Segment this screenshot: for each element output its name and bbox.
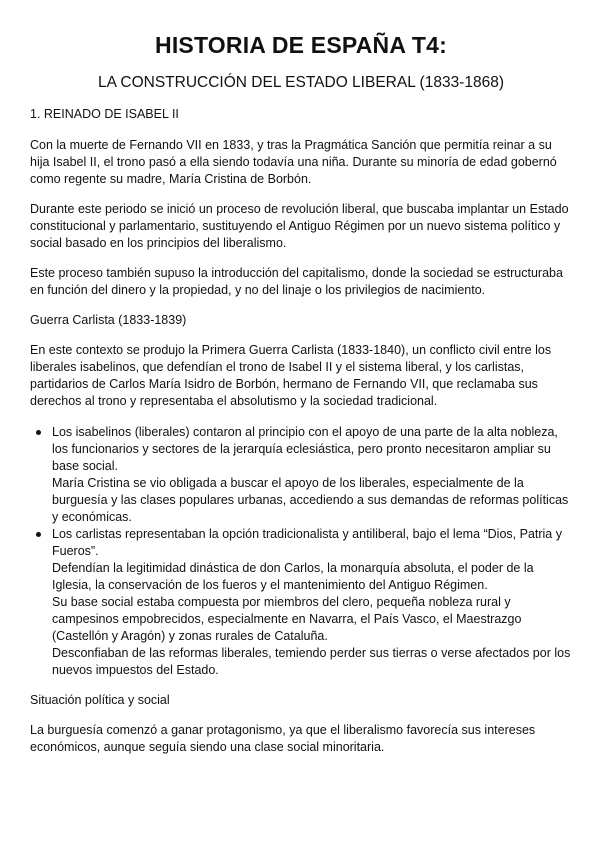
bullet-icon: [36, 532, 41, 537]
document-page: [30, 28, 572, 756]
social-paragraph: La burguesía comenzó a ganar protagonismo, ya que el liberalismo favorecía sus intereses económicos, aunque seguía siendo una clase social minoritaria.: [30, 723, 536, 754]
section-heading-situacion: Situación política y social: [30, 693, 170, 707]
list-item-text: Los isabelinos (liberales) contaron al principio con el apoyo de una parte de la alta nobleza, los funcionarios y sectores de la jerarquía eclesiástica, pero pronto necesitaron ampliar su base social.: [52, 425, 558, 473]
section-heading-reinado: 1. REINADO DE ISABEL II: [30, 107, 179, 121]
document-title: HISTORIA DE ESPAÑA T4:: [155, 32, 447, 58]
intro-paragraph: Este proceso también supuso la introducción del capitalismo, donde la sociedad se estructuraba en función del dinero y la propiedad, y no del linaje o los privilegios de nacimiento.: [30, 266, 563, 297]
bullet-list: [30, 424, 572, 679]
list-item-text: Defendían la legitimidad dinástica de don Carlos, la monarquía absoluta, el poder de la Iglesia, la conservación de los fueros y el mantenimiento del Antiguo Régimen.: [52, 561, 534, 592]
section-heading-guerra-carlista: Guerra Carlista (1833-1839): [30, 313, 187, 327]
bullet-icon: [36, 430, 41, 435]
intro-paragraph: Con la muerte de Fernando VII en 1833, y tras la Pragmática Sanción que permitía reinar a su hija Isabel II, el trono pasó a ella siendo todavía una niña. Durante su minoría de edad gobernó como regente su madre, María Cristina de Borbón.: [30, 138, 557, 186]
intro-paragraph: Durante este periodo se inició un proceso de revolución liberal, que buscaba implantar un Estado constitucional y parlamentario, sustituyendo el Antiguo Régimen por un nuevo sistema político y social basado en los principios del liberalismo.: [30, 202, 569, 250]
list-item-text: María Cristina se vio obligada a buscar el apoyo de los liberales, especialmente de la burguesía y las clases populares urbanas, accediendo a sus demandas de reformas políticas y económicas.: [52, 476, 569, 524]
carlist-paragraph: En este contexto se produjo la Primera Guerra Carlista (1833-1840), un conflicto civil entre los liberales isabelinos, que defendían el trono de Isabel II y el sistema liberal, y los carlistas, partidarios de Carlos María Isidro de Borbón, hermano de Fernando VII, que reclamaba sus derechos al trono y representaba el absolutismo y la sociedad tradicional.: [30, 343, 552, 408]
list-item: [30, 526, 572, 679]
list-item-text: Desconfiaban de las reformas liberales, temiendo perder sus tierras o verse afectados por los nuevos impuestos del Estado.: [52, 646, 571, 677]
list-item-text: Los carlistas representaban la opción tradicionalista y antiliberal, bajo el lema “Dios, Patria y Fueros”.: [52, 527, 562, 558]
document-subtitle: LA CONSTRUCCIÓN DEL ESTADO LIBERAL (1833-1868): [97, 74, 504, 91]
list-item-text: Su base social estaba compuesta por miembros del clero, pequeña nobleza rural y campesinos empobrecidos, especialmente en Navarra, el País Vasco, el Maestrazgo (Castellón y Aragón) y zonas rurales de Cataluña.: [52, 595, 522, 643]
list-item: [30, 424, 572, 526]
